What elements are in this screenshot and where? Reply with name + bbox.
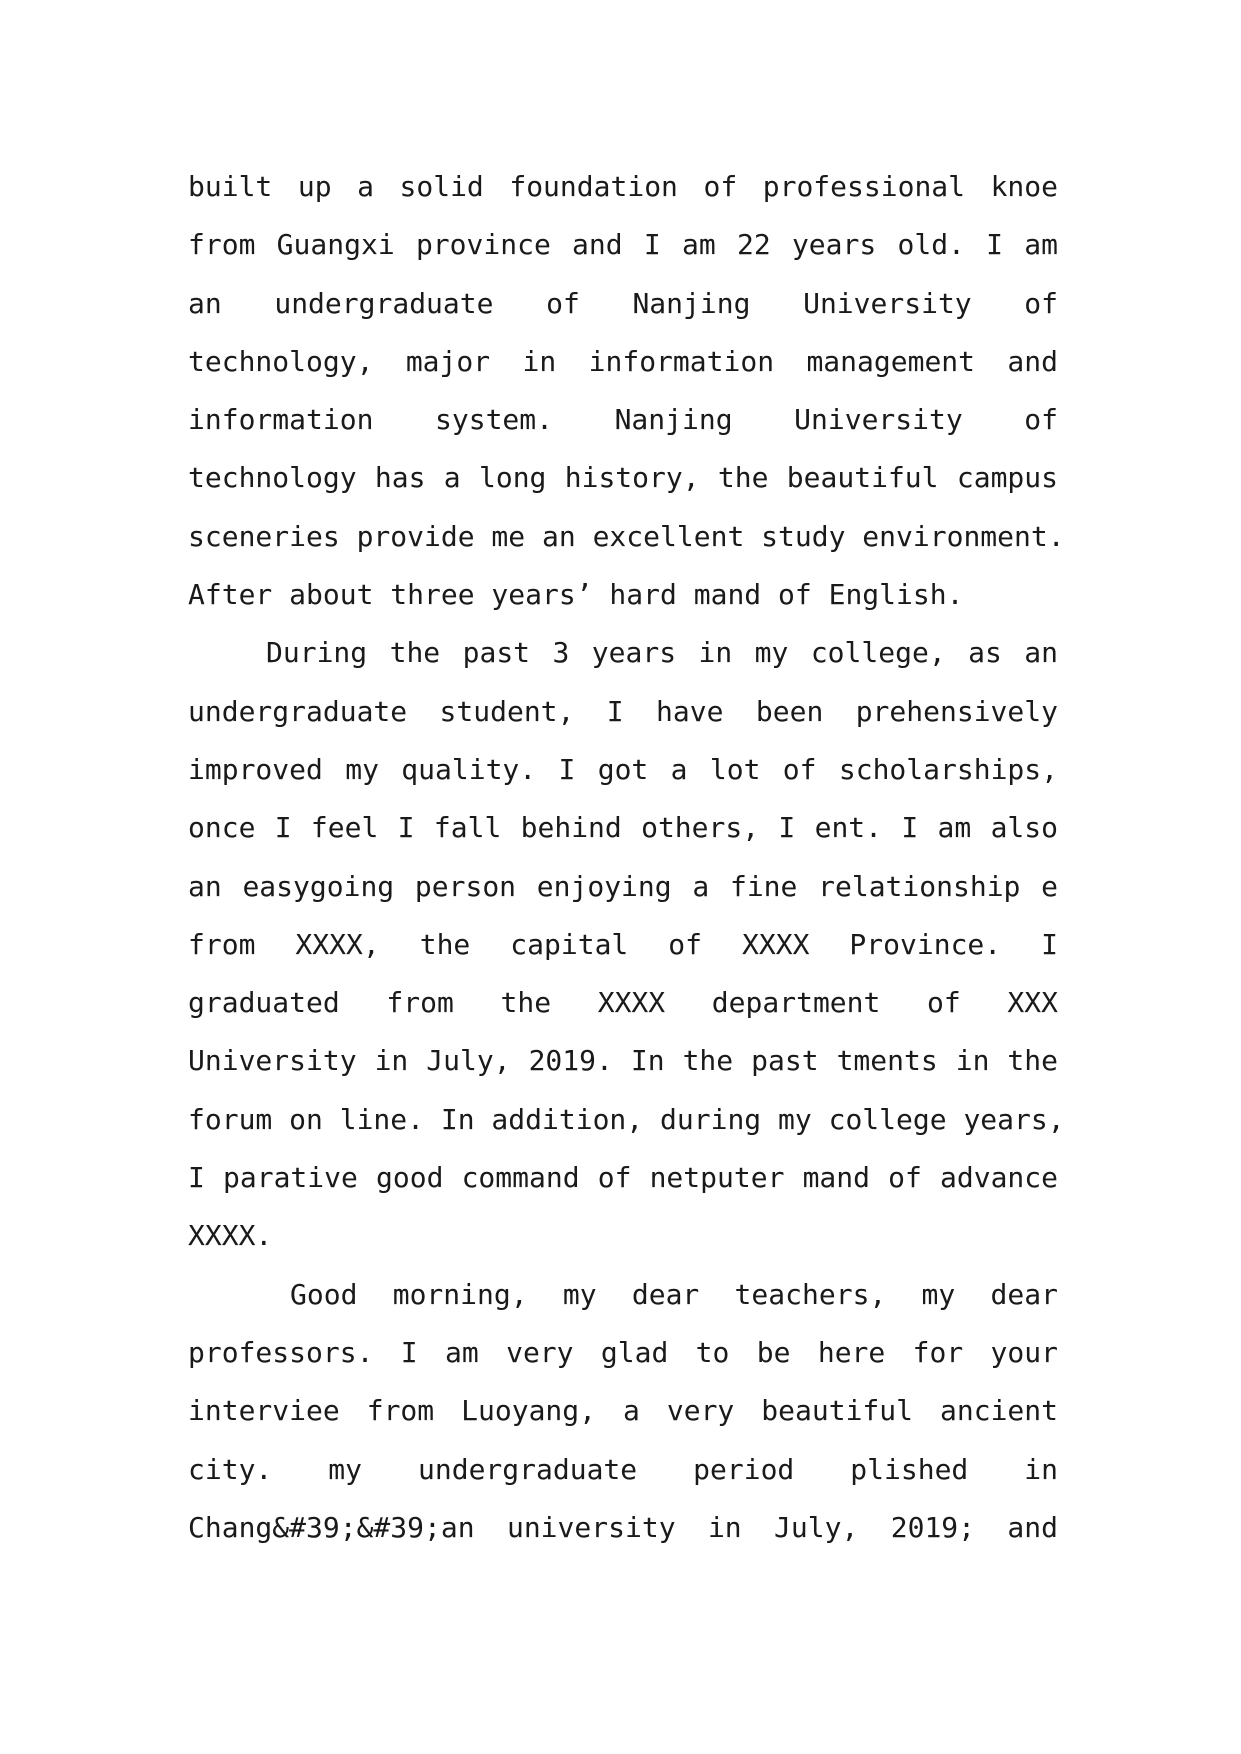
text-line: Chang&#39;&#39;an university in July, 2019; and [188, 1510, 1058, 1544]
text-line: forum on line. In addition, during my college years, [188, 1102, 1065, 1136]
text-line: improved my quality. I got a lot of scholarships, [188, 752, 1058, 786]
text-line: from XXXX, the capital of XXXX Province. I [188, 927, 1058, 961]
text-line: an easygoing person enjoying a fine relationship e [188, 869, 1058, 903]
body-text [188, 158, 1065, 1557]
text-line: After about three years’ hard mand of English. [188, 578, 964, 612]
text-line: sceneries provide me an excellent study environment. [188, 519, 1065, 553]
text-line: built up a solid foundation of professional knoe [188, 170, 1058, 203]
text-line: undergraduate student, I have been prehensively [188, 694, 1058, 728]
text-line: Good morning, my dear teachers, my dear [290, 1277, 1058, 1311]
text-line: graduated from the XXXX department of XXX [188, 986, 1058, 1020]
text-line: information system. Nanjing University of [188, 403, 1058, 437]
text-line: from Guangxi province and I am 22 years old. I am [188, 228, 1058, 262]
text-line: once I feel I fall behind others, I ent. I am also [188, 811, 1058, 845]
paragraph [188, 158, 1065, 624]
text-line: technology has a long history, the beautiful campus [188, 461, 1058, 495]
text-line: city. my undergraduate period plished in [188, 1452, 1058, 1486]
text-line: XXXX. [188, 1219, 273, 1253]
paragraph [188, 1266, 1058, 1557]
text-line: University in July, 2019. In the past tments in the [188, 1044, 1058, 1078]
paragraph [188, 624, 1065, 1265]
text-line: interviee from Luoyang, a very beautiful ancient [188, 1394, 1058, 1428]
text-line: During the past 3 years in my college, as an [266, 636, 1058, 670]
text-line: an undergraduate of Nanjing University of [188, 286, 1058, 320]
text-line: technology, major in information management and [188, 344, 1058, 378]
text-line: professors. I am very glad to be here for your [188, 1335, 1058, 1369]
text-line: I parative good command of netputer mand of advance [188, 1161, 1058, 1195]
